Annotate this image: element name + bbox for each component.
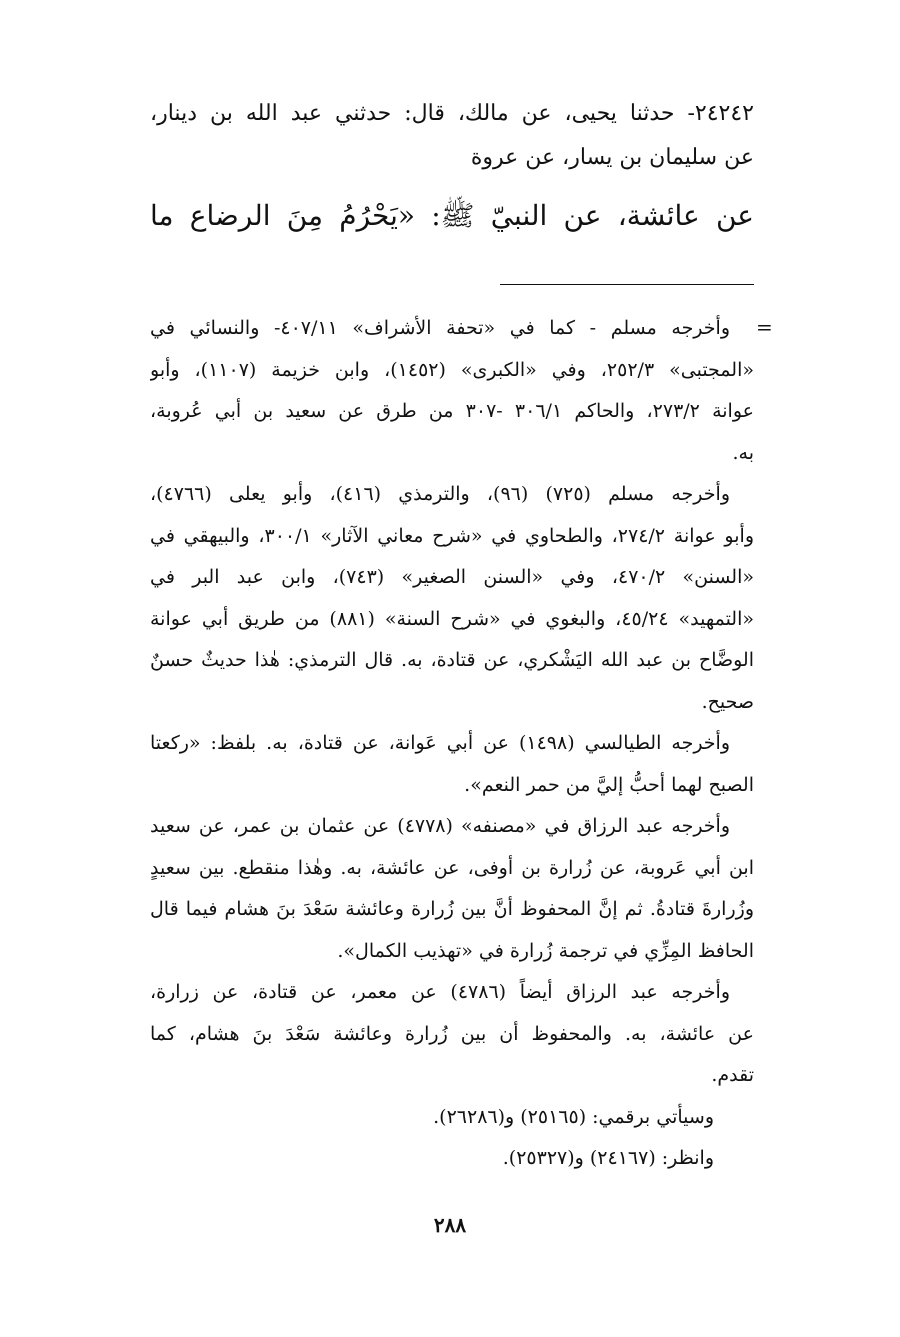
note-p5-line-1: وأخرجه عبد الرزاق أيضاً (٤٧٨٦) عن معمر، عن قتادة، عن زرارة،	[150, 981, 730, 1003]
note-p5-line-2: عن عائشة، به. والمحفوظ أن بين زُرارة وعائشة سَعْدَ بنَ هشام، كما	[150, 1022, 754, 1045]
note-p2-line-2: وأبو عوانة ٢٧٤/٢، والطحاوي في «شرح معاني الآثار» ٣٠٠/١، والبيهقي في	[150, 524, 754, 547]
continuation-marker: =	[756, 315, 773, 339]
note-p4-line-3: وزُرارةَ قتادةُ. ثم إنَّ المحفوظ أنَّ بين زُرارة وعائشة سَعْدَ بنَ هشام فيما قال	[150, 898, 754, 920]
note-p6-line-2: وانظر: (٢٤١٦٧) و(٢٥٣٢٧).	[502, 1147, 714, 1169]
footnotes	[150, 308, 754, 1180]
note-p4-line-2: ابن أبي عَروبة، عن زُرارة بن أوفى، عن عائشة، به. وهٰذا منقطع. بين سعيدٍ	[150, 856, 754, 879]
note-p2-line-6: صحيح.	[701, 690, 754, 713]
hadith-line-3: عن عائشة، عن النبيّ ﷺ: «يَحْرُمُ مِنَ الرضاع ما	[150, 199, 754, 232]
note-p2-line-1: وأخرجه مسلم (٧٢٥) (٩٦)، والترمذي (٤١٦)، وأبو يعلى (٤٧٦٦)،	[150, 483, 730, 505]
note-p1-line-4: به.	[732, 441, 754, 464]
hadith-line-2: عن سليمان بن يسار، عن عروة	[470, 145, 754, 170]
hadith-line-1: ٢٤٢٤٢- حدثنا يحيى، عن مالك، قال: حدثني عبد الله بن دينار،	[150, 101, 754, 126]
note-p3-line-2: الصبح لهما أحبُّ إليَّ من حمر النعم».	[464, 773, 754, 796]
note-p2-line-5: الوضَّاح بن عبد الله اليَشْكري، عن قتادة، به. قال الترمذي: هٰذا حديثٌ حسنٌ	[150, 649, 754, 671]
note-p2-line-3: «السنن» ٤٧٠/٢، وفي «السنن الصغير» (٧٤٣)، وابن عبد البر في	[150, 566, 754, 588]
note-p6-line-1: وسيأتي برقمي: (٢٥١٦٥) و(٢٦٢٨٦).	[433, 1105, 714, 1128]
note-p5-line-3: تقدم.	[711, 1064, 754, 1086]
note-p1-line-1: وأخرجه مسلم - كما في «تحفة الأشراف» ٤٠٧/١١- والنسائي في	[150, 317, 730, 339]
note-p2-line-4: «التمهيد» ٤٥/٢٤، والبغوي في «شرح السنة» (٨٨١) من طريق أبي عوانة	[150, 607, 754, 630]
note-p1-line-2: «المجتبى» ٢٥٢/٣، وفي «الكبرى» (١٤٥٢)، وابن خزيمة (١١٠٧)، وأبو	[150, 358, 754, 381]
note-p4-line-4: الحافظ المِزِّي في ترجمة زُرارة في «تهذيب الكمال».	[337, 939, 754, 962]
footnote-separator	[500, 284, 754, 285]
note-p3-line-1: وأخرجه الطيالسي (١٤٩٨) عن أبي عَوانة، عن قتادة، به. بلفظ: «ركعتا	[150, 732, 731, 754]
note-p4-line-1: وأخرجه عبد الرزاق في «مصنفه» (٤٧٧٨) عن عثمان بن عمر، عن سعيد	[150, 815, 731, 837]
page-number: ٢٨٨	[433, 1213, 467, 1237]
note-p1-line-3: عوانة ٢٧٣/٢، والحاكم ٣٠٦/١ -٣٠٧ من طرق عن سعيد بن أبي عُروبة،	[150, 400, 754, 422]
